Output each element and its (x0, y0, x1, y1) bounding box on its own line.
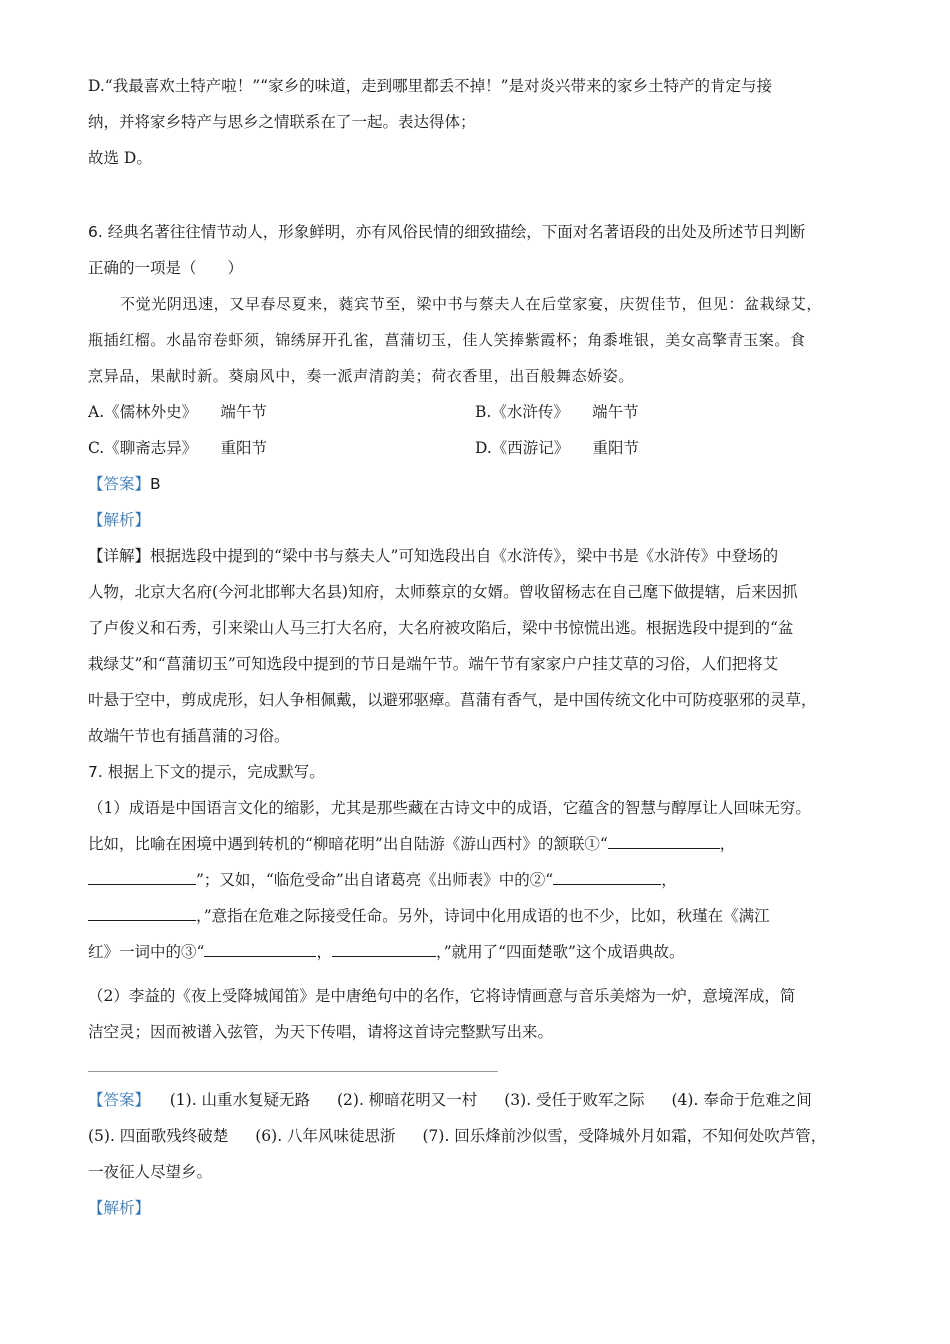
q7-answer-3: (3). 受任于败军之际 (504, 1091, 645, 1109)
q7-part1-line4 (88, 906, 770, 928)
q6-number: 6. (88, 223, 103, 241)
q6-stem-line2: 正确的一项是（ ） (88, 259, 244, 277)
q7-stem-text: 根据上下文的提示，完成默写。 (107, 763, 325, 781)
q7-part1-line2-text: 比如，比喻在困境中遇到转机的“柳暗花明”出自陆游《游山西村》的颔联①“ (88, 835, 608, 853)
q7-part1-line5-comma: ， (316, 943, 332, 961)
prev-answer-line3: 故选 D。 (88, 149, 152, 167)
q7-part1-line5 (88, 942, 684, 964)
fill-blank-2b[interactable] (88, 906, 196, 921)
q6-passage-line1: 不觉光阴迅速，又早春尽夏来，蕤宾节至，梁中书与蔡夫人在后堂家宴，庆贺佳节，但见：盆栽绿艾， (120, 295, 823, 313)
q7-part1-line5-text: 红》一词中的③“ (88, 943, 205, 961)
fill-blank-3a[interactable] (204, 942, 316, 957)
q6-detail-line6: 故端午节也有插菖蒲的习俗。 (88, 727, 290, 745)
q7-part1-line5-end: ，”就用了“四面楚歌”这个成语典故。 (435, 943, 685, 961)
fill-blank-3b[interactable] (332, 942, 436, 957)
q7-number: 7. (88, 763, 103, 781)
fill-blank-1a[interactable] (608, 834, 720, 849)
q6-passage-line2: 瓶插红榴。水晶帘卷虾须，锦绣屏开孔雀，菖蒲切玉，佳人笑捧紫霞杯；角黍堆银，美女高擎青玉案。食 (88, 331, 806, 349)
q7-part1-line1: （1）成语是中国语言文化的缩影，尤其是那些藏在古诗文中的成语，它蕴含的智慧与醇厚让人回味无穷。 (88, 799, 811, 817)
q7-part2-line1: （2）李益的《夜上受降城闻笛》是中唐绝句中的名作，它将诗情画意与音乐美熔为一炉，意境浑成，简 (88, 987, 796, 1005)
q6-detail-tag: 【详解】 (88, 547, 151, 565)
q7-answer-7: (7). 回乐烽前沙似雪，受降城外月如霜，不知何处吹芦管， (422, 1127, 827, 1145)
q6-option-d: D.《西游记》 重阳节 (475, 439, 640, 457)
q7-part2-line2: 洁空灵；因而被谱入弦管，为天下传唱，请将这首诗完整默写出来。 (88, 1023, 554, 1041)
q7-answer-6: (6). 八年风味徒思浙 (255, 1127, 396, 1145)
poem-answer-line[interactable] (88, 1071, 498, 1072)
q7-part1-line2-comma: ， (719, 835, 736, 853)
q7-part1-line4-text: ，”意指在危难之际接受任命。另外，诗词中化用成语的也不少，比如，秋瑾在《满江 (196, 907, 770, 925)
q6-stem-line1 (88, 222, 805, 244)
q6-detail-line5: 叶悬于空中，剪成虎形，妇人争相佩戴，以避邪驱瘴。菖蒲有香气，是中国传统文化中可防疫驱邪的灵草， (88, 691, 817, 709)
q6-stem-text1: 经典名著往往情节动人，形象鲜明，亦有风俗民情的细致描绘，下面对名著语段的出处及所述节日判断 (107, 223, 806, 241)
prev-answer-line1: D.“我最喜欢土特产啦！”“家乡的味道，走到哪里都丢不掉！”是对炎兴带来的家乡土特产的肯定与接 (88, 77, 773, 95)
q6-analysis-tag: 【解析】 (88, 511, 151, 529)
prev-answer-line2: 纳，并将家乡特产与思乡之情联系在了一起。表达得体； (88, 113, 476, 131)
q7-answer-row3: 一夜征人尽望乡。 (88, 1163, 213, 1181)
q7-stem-line (88, 762, 325, 784)
q6-detail-line4: 栽绿艾”和“菖蒲切玉”可知选段中提到的节日是端午节。端午节有家家户户挂艾草的习俗，人们把将艾 (88, 655, 779, 673)
q6-passage-line3: 烹异品，果献时新。葵扇风中，奏一派声清韵美；荷衣香里，出百般舞态娇姿。 (88, 367, 635, 385)
q7-answer-4: (4). 奉命于危难之间 (671, 1091, 812, 1109)
q6-detail-text1: 根据选段中提到的“梁中书与蔡夫人”可知选段出自《水浒传》，梁中书是《水浒传》中登场的 (150, 547, 779, 565)
q7-answer-row2 (88, 1126, 826, 1148)
q6-detail-line1 (88, 546, 778, 568)
q7-analysis-tag: 【解析】 (88, 1199, 151, 1217)
q6-option-c: C.《聊斋志异》 重阳节 (88, 439, 267, 457)
q6-detail-line2: 人物，北京大名府(今河北邯郸大名县)知府，太师蔡京的女婿。曾收留杨志在自己麾下做提辖，后来因抓 (88, 583, 798, 601)
q7-answer-1: (1). 山重水复疑无路 (169, 1091, 311, 1109)
q7-part1-line3-text: ”；又如，“临危受命”出自诸葛亮《出师表》中的②“ (196, 871, 554, 889)
fill-blank-2a[interactable] (553, 870, 661, 885)
q7-part1-line2 (88, 834, 735, 856)
q6-option-b: B.《水浒传》 端午节 (475, 403, 639, 421)
q6-answer-tag: 【答案】 (88, 475, 151, 493)
q7-answer-5: (5). 四面歌残终破楚 (88, 1127, 229, 1145)
q6-option-a: A.《儒林外史》 端午节 (88, 403, 267, 421)
q6-answer-value: B (150, 475, 161, 493)
fill-blank-1b[interactable] (88, 870, 196, 885)
q7-answer-2: (2). 柳暗花明又一村 (336, 1091, 478, 1109)
q7-answer-row1 (88, 1090, 812, 1112)
q6-answer-row (88, 474, 161, 496)
q7-part1-line3 (88, 870, 677, 892)
q7-part1-line3-comma: ， (661, 871, 677, 889)
q7-answer-tag: 【答案】 (88, 1091, 151, 1109)
q6-detail-line3: 了卢俊义和石秀，引来梁山人马三打大名府，大名府被攻陷后，梁中书惊慌出逃。根据选段中提到的“盆 (88, 619, 794, 637)
